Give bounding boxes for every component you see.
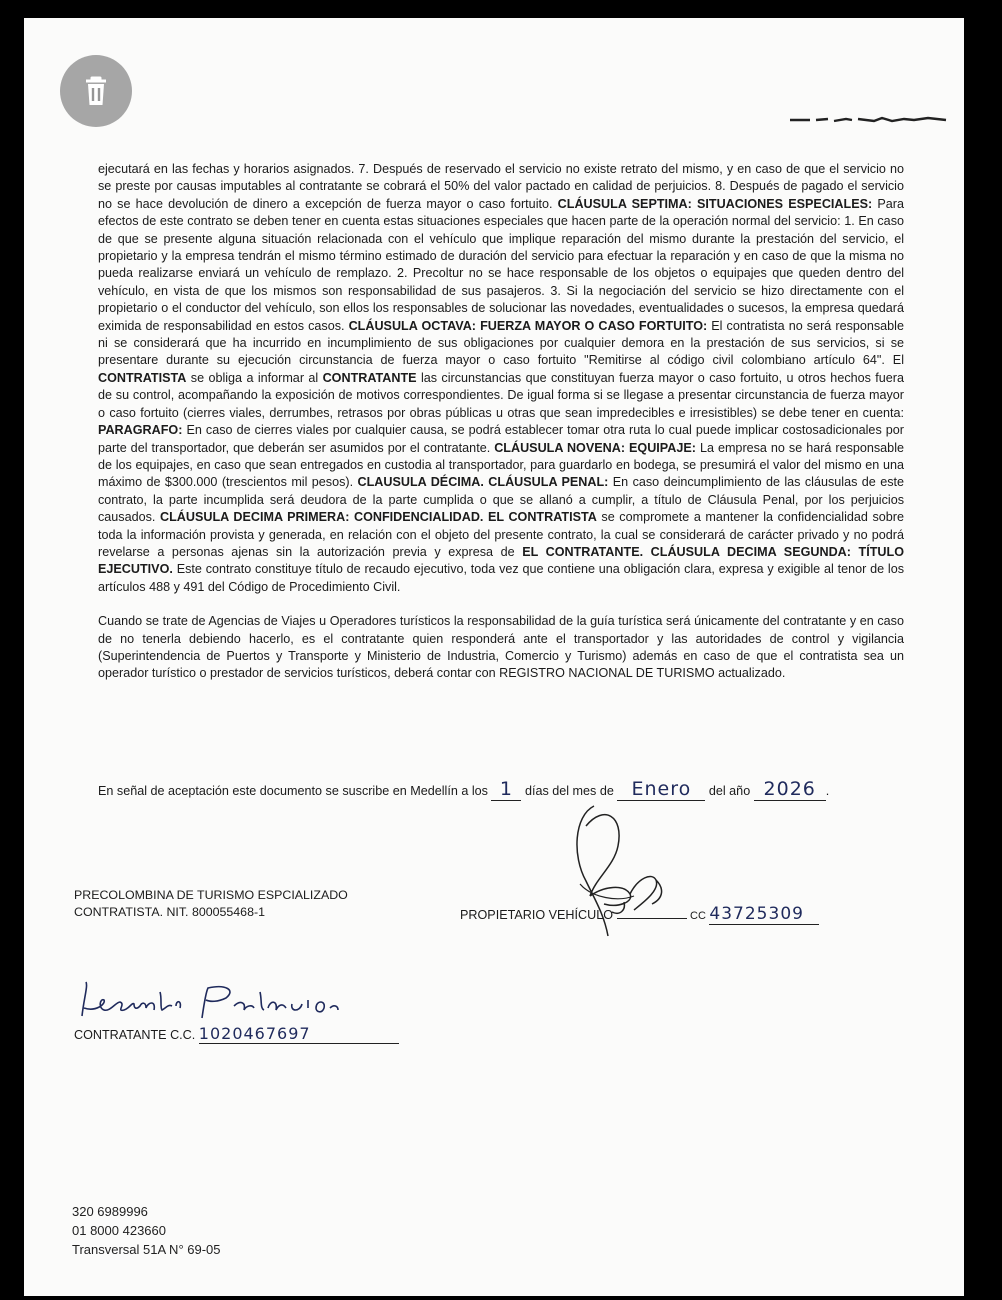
owner-cc-value: 43725309 xyxy=(709,904,804,924)
document-page xyxy=(24,18,964,1296)
day-value: 1 xyxy=(499,778,513,800)
acceptance-prefix: En señal de aceptación este documento se suscribe en Medellín a los xyxy=(98,784,488,798)
contractee-cc-value: 1020467697 xyxy=(198,1024,311,1043)
contract-body xyxy=(98,161,904,683)
clause-heading: CLAUSULA DÉCIMA. CLÁUSULA PENAL: xyxy=(357,475,609,490)
header-scribble xyxy=(788,112,948,126)
contractor-nit: CONTRATISTA. NIT. 800055468-1 xyxy=(74,905,265,919)
clause-heading: CONTRATANTE xyxy=(322,370,417,385)
owner-block xyxy=(460,904,819,925)
clause-heading: PARAGRAFO: xyxy=(98,423,183,438)
clause-heading: CONTRATISTA xyxy=(98,370,187,385)
footer-address: Transversal 51A N° 69-05 xyxy=(72,1242,221,1257)
owner-label: PROPIETARIO VEHÍCULO xyxy=(460,908,614,922)
contractor-block xyxy=(74,888,348,919)
trash-icon xyxy=(76,71,116,111)
clause-text: ejecutará en las fechas y horarios asignados. 7. Después de reservado el servicio no existe retrato del mismo, y en caso de que el servicio no se preste por causas imputables al contratante se cobrará el 50% del valor pactado en calidad de perjuicios. 8. Después de pagado el servicio no se hace devolución de dinero a excepción de fuerza mayor o caso fortuito. xyxy=(98,162,904,211)
acceptance-line xyxy=(98,778,878,801)
acceptance-suffix: . xyxy=(825,784,830,798)
clause-text: Para efectos de este contrato se deben tener en cuenta estas situaciones especiales que hacen parte de la operación normal del servicio: 1. En caso de que se presente alguna situación relacionada con el vehículo que implique reparación del mismo durante la prestación del servicio, el propietario y la empresa tendrán el mismo término estimado de duración del servicio para efectuar la reparación y en caso de que la misma no pueda realizarse enviará un vehículo de remplazo. 2. Precoltur no se hace responsable de los objetos o equipajes que queden dentro del vehículo, en vista de que los mismos son responsabilidad de sus pasajeros. 3. Si la negociación del servicio se hizo directamente con el propietario o el conductor del vehículo, son ellos los responsables de solucionar las novedades, eventualidades o sucesos, la empresa quedará eximida de responsabilidad en estos casos. xyxy=(98,196,904,333)
clause-text: se obliga a informar al xyxy=(186,370,323,385)
clause-text: La empresa no se hará responsable de los equipajes, en caso que sean entregados en custodia al transportador, para guardarlo en bodega, se presumirá el valor del mismo en una máximo de $300.000 (trescientos mil pesos). xyxy=(98,440,904,490)
footer-phone-1: 320 6989996 xyxy=(72,1204,148,1219)
clauses-paragraph xyxy=(98,161,904,596)
clause-text: se compromete a mantener la confidencialidad sobre toda la información provista y generada, en relación con el objeto del presente contrato, la cual se considerará de carácter privado y no podrá revelarse a personas ajenas sin la autorización previa y expresa de xyxy=(98,510,904,559)
clause-text: Este contrato constituye título de recaudo ejecutivo, toda vez que contiene una obligación clara, expresa y exigible al tenor de los artículos 488 y 491 del Código de Procedimiento Civil. xyxy=(98,562,904,594)
month-value: Enero xyxy=(631,778,692,800)
clause-heading: EL CONTRATANTE. CLÁUSULA DECIMA SEGUNDA: TÍTULO EJECUTIVO. xyxy=(98,544,904,577)
footer-phone-2: 01 8000 423660 xyxy=(72,1223,166,1238)
agencies-paragraph: Cuando se trate de Agencias de Viajes u Operadores turísticos la responsabilidad de la guía turística será únicamente del contratante y en caso de no tenerla debiendo hacerlo, es el contratante quien responderá ante el transportador y las autoridades de control y vigilancia (Superintendencia de Puertos y Transporte y Ministerio de Industria, Comercio y Turismo) además en caso de que el contratista sea un operador turístico o prestador de servicios turísticos, deberá contar con REGISTRO NACIONAL DE TURISMO actualizado. xyxy=(98,614,904,681)
clause-text: El contratista no será responsable ni se considerará que ha incurrido en incumplimiento de sus obligaciones por cualquier demora en la prestación de sus servicios, si se presentare durante su ejecución circunstancia de fuerza mayor o caso fortuito "Remitirse al código civil colombiano artículo 64". El xyxy=(98,318,904,368)
acceptance-mid1: días del mes de xyxy=(524,784,614,798)
footer-contact xyxy=(72,1202,221,1259)
contractee-block xyxy=(74,1024,399,1044)
contractee-label: CONTRATANTE C.C. xyxy=(74,1028,196,1042)
year-value: 2026 xyxy=(763,778,816,800)
clause-heading: CLÁUSULA DECIMA PRIMERA: CONFIDENCIALIDAD. EL CONTRATISTA xyxy=(160,510,597,525)
contractor-name: PRECOLOMBINA DE TURISMO ESPCIALIZADO xyxy=(74,888,348,902)
owner-cc-label: CC xyxy=(690,910,706,922)
delete-button[interactable] xyxy=(60,55,132,127)
clause-text: En caso deincumplimiento de las cláusulas de este contrato, la parte incumplida será deudora de la parte cumplida o que se allanó a cumplir, a título de Cláusula Penal, por los perjuicios causados. xyxy=(98,475,905,525)
clause-text: En caso de cierres viales por cualquier causa, se podrá establecer tomar otra ruta lo cual puede implicar costosadicionales por parte del transportador, que deberán ser asumidos por el contratante. xyxy=(98,423,904,455)
clause-heading: CLÁUSULA SEPTIMA: SITUACIONES ESPECIALES: xyxy=(557,196,873,211)
clause-heading: CLÁUSULA OCTAVA: FUERZA MAYOR O CASO FORTUITO: xyxy=(348,318,708,333)
clause-heading: CLÁUSULA NOVENA: EQUIPAJE: xyxy=(494,440,696,455)
clause-text: las circunstancias que constituyan fuerza mayor o caso fortuito, u otros hechos fuera de su control, acompañando la exposición de motivos correspondientes. De igual forma si se llegase a presentar circunstancia de fuerza mayor o caso fortuito (cierres viales, derrumbes, retrasos por obras públicas u otras que sean impredecibles e irresistibles) se debe tener en cuenta: xyxy=(98,370,905,420)
contractee-signature xyxy=(76,978,376,1028)
acceptance-mid2: del año xyxy=(708,784,751,798)
